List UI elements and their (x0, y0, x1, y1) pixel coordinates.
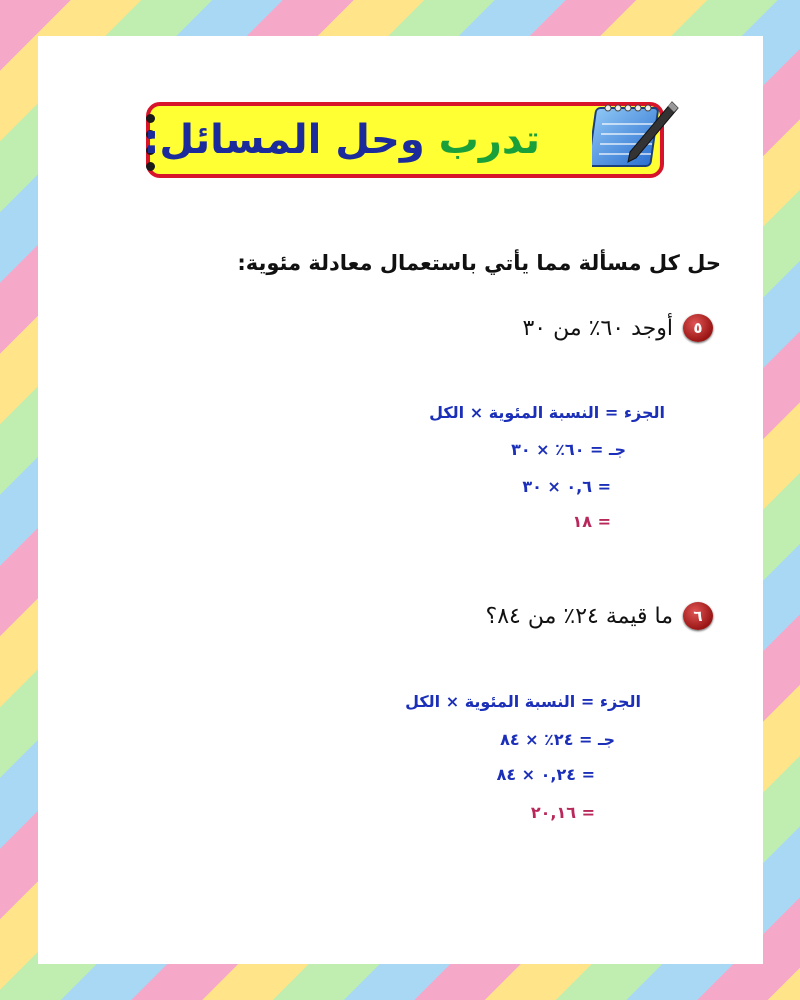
solution-line: جـ = ٢٤٪ × ٨٤ (500, 730, 615, 749)
solution-line: الجزء = النسبة المئوية × الكل (405, 692, 641, 711)
solution-line: جـ = ٦٠٪ × ٣٠ (511, 440, 626, 459)
problem-5 (522, 314, 713, 342)
problem-question: ما قيمة ٢٤٪ من ٨٤؟ (485, 603, 673, 629)
worksheet-page (38, 36, 763, 964)
title-word-solve: وحل المسائل: (143, 117, 425, 163)
title-banner (143, 102, 664, 178)
problem-6 (486, 602, 713, 630)
solution-line: = ٠,٦ × ٣٠ (522, 477, 611, 496)
solution-answer: = ٢٠,١٦ (530, 803, 595, 822)
title-word-practice: تدرب (438, 117, 540, 163)
instructions-text: حل كل مسألة مما يأتي باستعمال معادلة مئوية: (237, 251, 721, 275)
solution-line: = ٠,٢٤ × ٨٤ (496, 765, 595, 784)
page-title (143, 110, 540, 170)
notebook-pen-icon (592, 96, 682, 174)
problem-number-badge: ٥ (683, 314, 713, 342)
problem-number-badge: ٦ (683, 602, 713, 630)
problem-question: أوجد ٦٠٪ من ٣٠ (522, 315, 673, 341)
solution-line: الجزء = النسبة المئوية × الكل (429, 403, 665, 422)
solution-answer: = ١٨ (572, 512, 611, 531)
